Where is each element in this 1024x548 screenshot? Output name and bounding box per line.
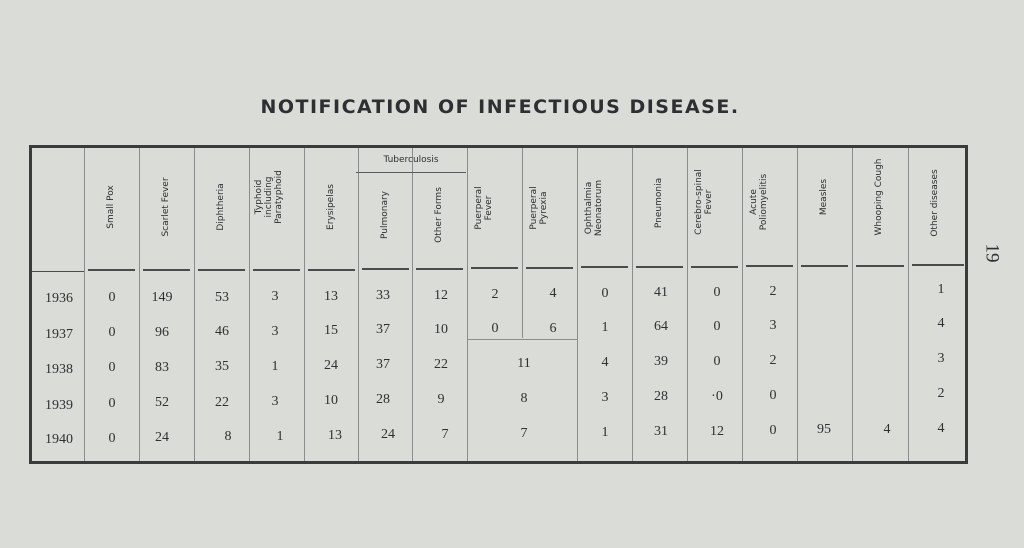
- header-rule: [253, 269, 300, 271]
- table-cell: 149: [151, 290, 173, 305]
- puerperal-merge-line: [468, 339, 578, 340]
- header-rule: [691, 266, 738, 268]
- column-header-whooping-cough: Whooping Cough: [874, 158, 884, 236]
- table-cell: 2: [769, 284, 777, 299]
- tuberculosis-group-rule: [356, 172, 466, 173]
- table-cell: 0: [108, 325, 116, 340]
- table-cell: 37: [376, 322, 390, 337]
- column-divider: [632, 148, 633, 461]
- column-divider: [84, 148, 85, 461]
- header-rule: [416, 268, 463, 270]
- table-cell: 0: [769, 388, 777, 403]
- table-cell: 31: [654, 424, 668, 439]
- table-cell: 2: [491, 287, 499, 302]
- column-header-scarlet-fever: Scarlet Fever: [161, 177, 171, 237]
- table-cell: 22: [215, 395, 229, 410]
- header-rule: [856, 265, 904, 267]
- column-header-other-forms: Other Forms: [434, 187, 444, 243]
- table-cell: 39: [654, 354, 668, 369]
- column-divider: [742, 148, 743, 461]
- page-number: 19: [981, 243, 1003, 263]
- table-cell: 83: [155, 360, 169, 375]
- column-header-measles: Measles: [819, 178, 829, 216]
- table-cell: 0: [108, 290, 116, 305]
- table-cell: 1: [601, 425, 609, 440]
- table-cell: 10: [434, 322, 448, 337]
- column-divider: [304, 148, 305, 461]
- header-rule: [143, 269, 190, 271]
- header-rule: [801, 265, 848, 267]
- column-divider: [358, 148, 359, 461]
- column-header-erysipelas: Erysipelas: [326, 184, 336, 230]
- header-rule: [471, 267, 518, 269]
- table-cell: 3: [271, 394, 279, 409]
- table-cell: 64: [654, 319, 668, 334]
- table-cell: 4: [883, 422, 891, 437]
- table-cell: 24: [155, 430, 169, 445]
- header-rule: [362, 268, 409, 270]
- table-cell: 41: [654, 285, 668, 300]
- table-cell: 6: [549, 321, 557, 336]
- table-cell: 1: [937, 282, 945, 297]
- table-cell: 33: [376, 288, 390, 303]
- column-header-puerperal-pyrexia: Puerperal Pyrexia: [529, 186, 549, 230]
- row-year: 1940: [45, 432, 73, 447]
- page-title: NOTIFICATION OF INFECTIOUS DISEASE.: [260, 96, 740, 118]
- header-rule: [581, 266, 628, 268]
- table-cell: 0: [108, 431, 116, 446]
- table-cell: 0: [601, 286, 609, 301]
- column-header-ophthalmia: Ophthalmia Neonatorum: [584, 179, 604, 237]
- table-cell: 0: [713, 354, 721, 369]
- table-cell: 8: [520, 391, 528, 406]
- header-rule: [526, 267, 573, 269]
- table-cell: 95: [817, 422, 831, 437]
- table-cell: 0: [108, 396, 116, 411]
- column-header-small-pox: Small Pox: [106, 185, 116, 229]
- column-header-diphtheria: Diphtheria: [216, 183, 226, 231]
- row-year: 1939: [45, 398, 73, 413]
- header-rule: [88, 269, 135, 271]
- table-cell: 3: [271, 324, 279, 339]
- header-rule: [308, 269, 355, 271]
- table-cell: 22: [434, 357, 448, 372]
- table-cell: 0: [769, 423, 777, 438]
- table-cell: 2: [769, 353, 777, 368]
- column-divider: [687, 148, 688, 461]
- row-year: 1937: [45, 327, 73, 342]
- table-cell: 28: [654, 389, 668, 404]
- column-header-pulmonary: Pulmonary: [380, 191, 390, 239]
- table-cell: 35: [215, 359, 229, 374]
- row-year: 1936: [45, 291, 73, 306]
- table-cell: 3: [769, 318, 777, 333]
- table-cell: 0: [108, 360, 116, 375]
- table-cell: 24: [381, 427, 395, 442]
- header-rule: [198, 269, 245, 271]
- table-cell: 0: [491, 321, 499, 336]
- table-cell: 3: [937, 351, 945, 366]
- column-header-other-diseases: Other diseases: [930, 169, 940, 237]
- header-rule: [746, 265, 793, 267]
- table-cell: 8: [224, 429, 232, 444]
- column-divider: [412, 148, 413, 461]
- table-cell: 13: [324, 289, 338, 304]
- column-divider: [467, 148, 468, 461]
- column-divider: [908, 148, 909, 461]
- table-cell: 13: [328, 428, 342, 443]
- table-cell: 9: [437, 392, 445, 407]
- column-header-poliomyelitis: Acute Poliomyelitis: [749, 173, 769, 231]
- column-divider: [797, 148, 798, 461]
- column-divider: [852, 148, 853, 461]
- column-header-pneumonia: Pneumonia: [654, 177, 664, 229]
- table-cell: 96: [155, 325, 169, 340]
- table-cell: 37: [376, 357, 390, 372]
- tuberculosis-group-header: Tuberculosis: [383, 155, 439, 165]
- table-cell: 4: [937, 421, 945, 436]
- column-divider: [194, 148, 195, 461]
- column-divider: [522, 148, 523, 338]
- table-cell: 1: [276, 429, 284, 444]
- table-cell: 0: [713, 285, 721, 300]
- table-cell: 3: [271, 289, 279, 304]
- table-cell: 3: [601, 390, 609, 405]
- table-cell: 11: [517, 356, 531, 371]
- column-header-puerperal-fever: Puerperal Fever: [474, 186, 494, 230]
- table-cell: 4: [937, 316, 945, 331]
- table-cell: 7: [520, 426, 528, 441]
- table-cell: ·0: [711, 389, 723, 404]
- table-cell: 4: [601, 355, 609, 370]
- table-cell: 10: [324, 393, 338, 408]
- table-cell: 0: [713, 319, 721, 334]
- table-cell: 52: [155, 395, 169, 410]
- table-cell: 12: [434, 288, 448, 303]
- row-year: 1938: [45, 362, 73, 377]
- table-cell: 4: [549, 286, 557, 301]
- table-cell: 1: [601, 320, 609, 335]
- table-cell: 1: [271, 359, 279, 374]
- table-cell: 46: [215, 324, 229, 339]
- header-rule: [32, 271, 84, 272]
- table-cell: 2: [937, 386, 945, 401]
- header-rule: [912, 264, 964, 266]
- header-rule: [636, 266, 683, 268]
- table-cell: 15: [324, 323, 338, 338]
- table-cell: 24: [324, 358, 338, 373]
- table-cell: 12: [710, 424, 724, 439]
- table-cell: 7: [441, 427, 449, 442]
- column-header-typhoid: Typhoid including Paratyphoid: [254, 170, 284, 224]
- column-header-cerebro-spinal: Cerebro-spinal Fever: [694, 169, 714, 235]
- table-cell: 53: [215, 290, 229, 305]
- column-divider: [577, 148, 578, 461]
- table-cell: 28: [376, 392, 390, 407]
